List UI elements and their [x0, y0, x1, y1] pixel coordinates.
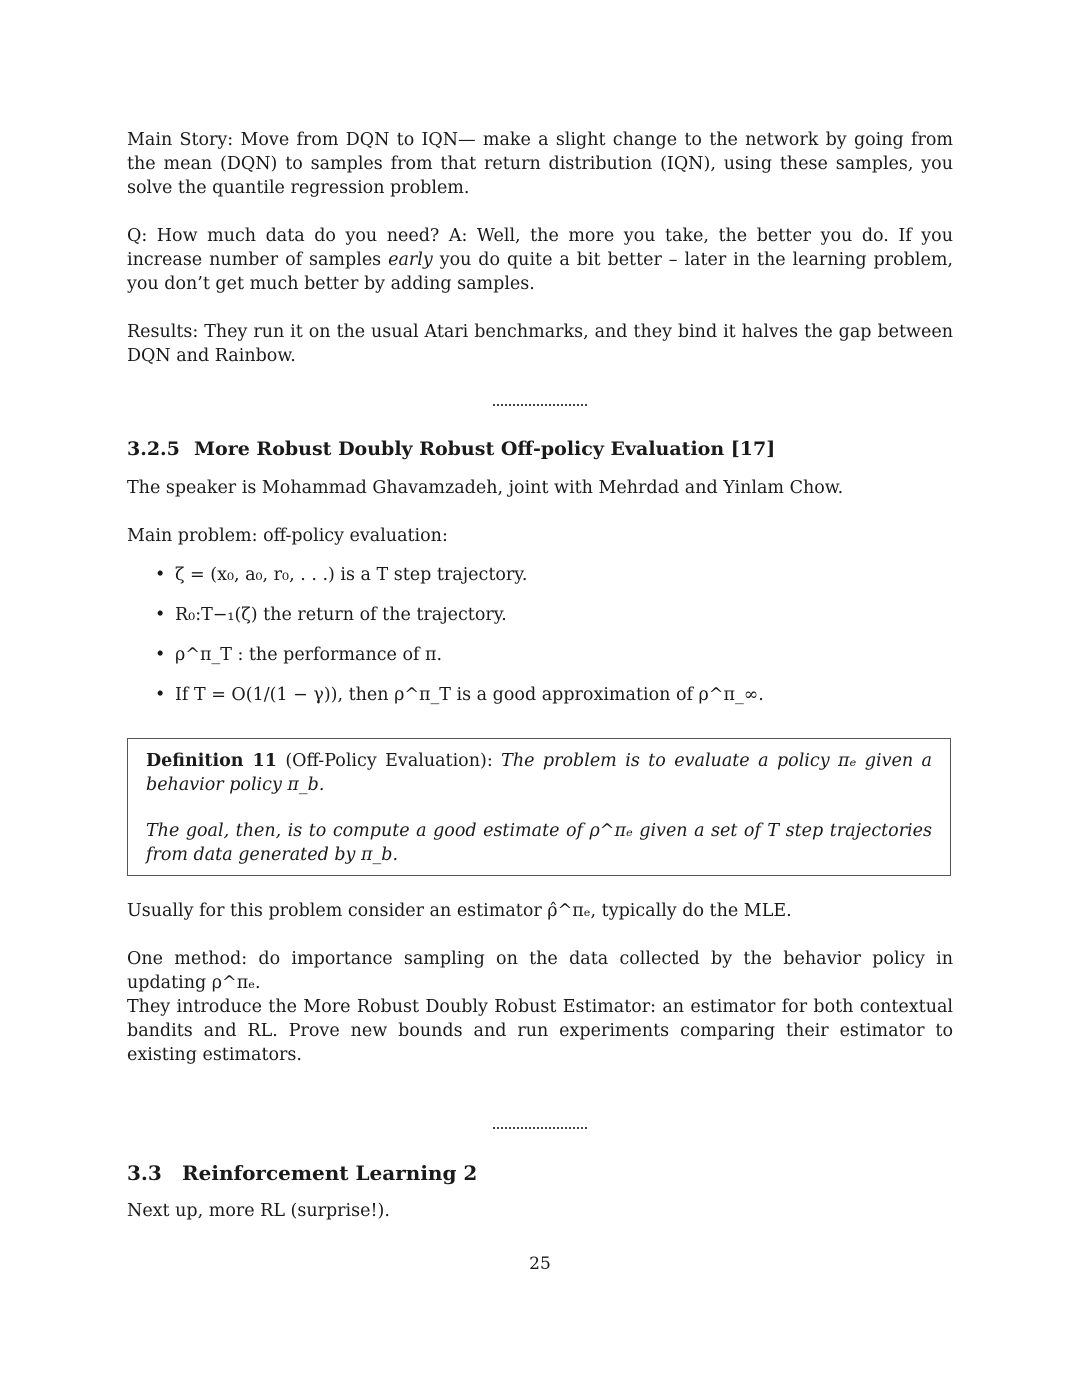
paragraph-results: Results: They run it on the usual Atari benchmarks, and they bind it halves the gap between DQN and Rainbow. [127, 322, 953, 366]
list-item: • R₀:T−₁(ζ) the return of the trajectory. [155, 605, 507, 625]
paragraph-data-question: Q: How much data do you need? A: Well, the more you take, the better you do. If you increase number of samples early you do quite a bit better – later in the learning problem, you don’t get much better by adding samples. [127, 226, 953, 294]
paragraph-next-up: Next up, more RL (surprise!). [127, 1201, 390, 1221]
section-heading-3-3: 3.3 Reinforcement Learning 2 [127, 1161, 478, 1185]
paragraph-main-story: Main Story: Move from DQN to IQN— make a slight change to the network by going from the mean (DQN) to samples from that return distribution (IQN), using these samples, you solve the quantile regression problem. [127, 130, 953, 198]
paragraph-method: One method: do importance sampling on the data collected by the behavior policy in updating ρ^πₑ. [127, 949, 953, 993]
paragraph-estimator: Usually for this problem consider an estimator ρ̂^πₑ, typically do the MLE. [127, 901, 792, 921]
paragraph-main-problem: Main problem: off-policy evaluation: [127, 526, 448, 546]
separator [493, 404, 587, 406]
page-number: 25 [529, 1254, 551, 1274]
paragraph-introduce: They introduce the More Robust Doubly Robust Estimator: an estimator for both contextual bandits and RL. Prove new bounds and run experiments comparing their estimator to existing estimators. [127, 997, 953, 1065]
list-item: • If T = O(1/(1 − γ)), then ρ^π_T is a good approximation of ρ^π_∞. [155, 685, 764, 705]
definition-line-2: The goal, then, is to compute a good estimate of ρ^πₑ given a set of T step trajectories from data generated by π_b. [146, 821, 932, 865]
paragraph-speaker: The speaker is Mohammad Ghavamzadeh, joint with Mehrdad and Yinlam Chow. [127, 478, 844, 498]
list-item: • ρ^π_T : the performance of π. [155, 645, 443, 665]
definition-line-1: Definition 11 (Off-Policy Evaluation): The problem is to evaluate a policy πₑ given a behavior policy π_b. [146, 751, 932, 795]
definition-box [127, 738, 951, 876]
bullet-list [127, 563, 953, 723]
list-item: • ζ = (x₀, a₀, r₀, . . .) is a T step trajectory. [155, 565, 528, 585]
section-heading-3-2-5: 3.2.5 More Robust Doubly Robust Off-policy Evaluation [17] [127, 438, 776, 460]
separator [493, 1127, 587, 1129]
